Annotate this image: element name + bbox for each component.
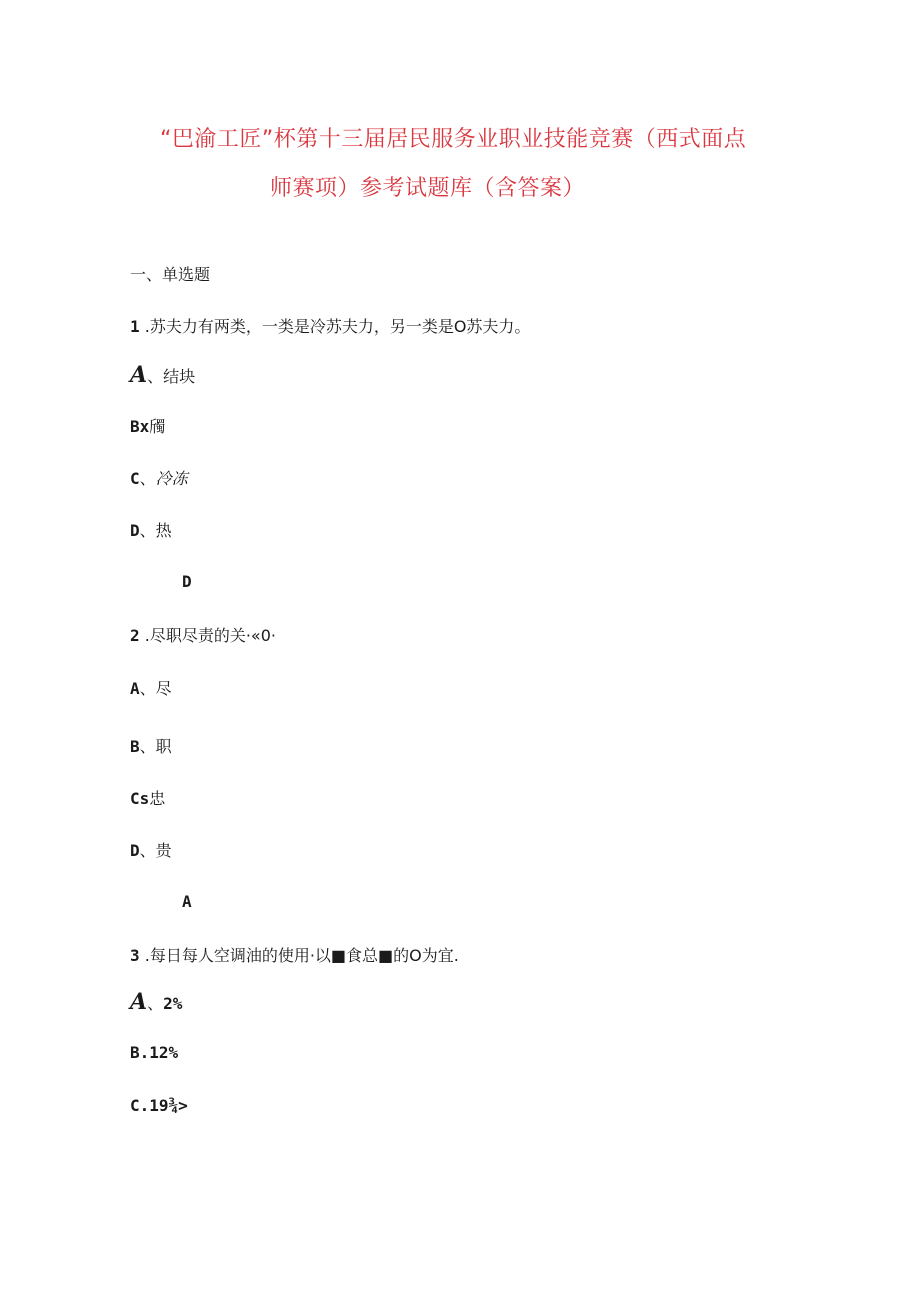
- q3-option-b: [130, 1043, 178, 1062]
- q2-option-a-sep: 、: [139, 679, 156, 698]
- q1-option-d-label: D: [130, 521, 140, 540]
- q3-option-c-text: 19¾>: [149, 1096, 188, 1115]
- q1-option-b: [130, 414, 165, 437]
- document-title-line-1: “巴渝工匠”杯第十三届居民服务业职业技能竞赛（西式面点: [160, 127, 747, 152]
- q1-option-d-sep: 、: [139, 521, 156, 540]
- q3-option-a-label: A: [130, 989, 148, 1015]
- q1-option-d: [130, 518, 172, 541]
- q3-option-a-text: 2%: [163, 994, 183, 1013]
- q2-option-d-sep: 、: [139, 841, 156, 860]
- q2-option-b-text: 职: [155, 737, 172, 756]
- question-3: [130, 943, 459, 966]
- q2-option-a-text: 尽: [155, 679, 172, 698]
- q3-option-c: [130, 1096, 188, 1115]
- q2-option-d-text: 贵: [155, 841, 172, 860]
- q2-option-a: [130, 676, 172, 699]
- q1-answer: D: [182, 572, 192, 591]
- q1-option-a-text: 结块: [163, 367, 196, 386]
- q3-option-a: [130, 989, 182, 1015]
- q2-option-c: [130, 786, 165, 809]
- q3-option-a-sep: 、: [147, 994, 164, 1013]
- q1-option-c-sep: 、: [139, 469, 156, 488]
- q3-option-c-sep: .: [139, 1096, 150, 1115]
- q1-option-a-label: A: [130, 362, 148, 388]
- question-1-text: .苏夫力有两类，一类是冷苏夫力，另一类是O苏夫力。: [144, 317, 531, 336]
- q1-option-c: [130, 466, 188, 489]
- section-heading: 一、单选题: [130, 265, 211, 284]
- q3-option-b-sep: .: [139, 1043, 150, 1062]
- q2-answer: A: [182, 892, 192, 911]
- q1-option-c-label: C: [130, 469, 140, 488]
- question-1: [130, 314, 530, 337]
- question-3-number: 3: [130, 946, 140, 965]
- q3-option-b-label: B: [130, 1043, 140, 1062]
- q2-option-c-label: Cs: [130, 789, 150, 808]
- question-2-text: .尽职尽责的关·«0·: [144, 626, 276, 645]
- document-title-line-2: 师赛项）参考试题库（含答案）: [270, 176, 586, 201]
- q2-option-b: [130, 734, 172, 757]
- q2-option-d: [130, 838, 172, 861]
- q1-option-b-label: Bx: [130, 417, 150, 436]
- q1-option-d-text: 热: [155, 521, 172, 540]
- q1-option-a: [130, 362, 195, 388]
- question-2-number: 2: [130, 626, 140, 645]
- q1-option-b-text: 斶: [149, 417, 166, 436]
- question-1-number: 1: [130, 317, 140, 336]
- question-2: [130, 623, 276, 646]
- q1-option-c-text: 冷冻: [155, 469, 188, 488]
- q2-option-a-label: A: [130, 679, 140, 698]
- q2-option-b-label: B: [130, 737, 140, 756]
- q2-option-c-text: 忠: [149, 789, 166, 808]
- q2-option-d-label: D: [130, 841, 140, 860]
- q3-option-c-label: C: [130, 1096, 140, 1115]
- q2-option-b-sep: 、: [139, 737, 156, 756]
- question-3-text: .每日每人空调油的使用·以■食总■的O为宜.: [144, 946, 459, 965]
- q3-option-b-text: 12%: [149, 1043, 179, 1062]
- q1-option-a-sep: 、: [147, 367, 164, 386]
